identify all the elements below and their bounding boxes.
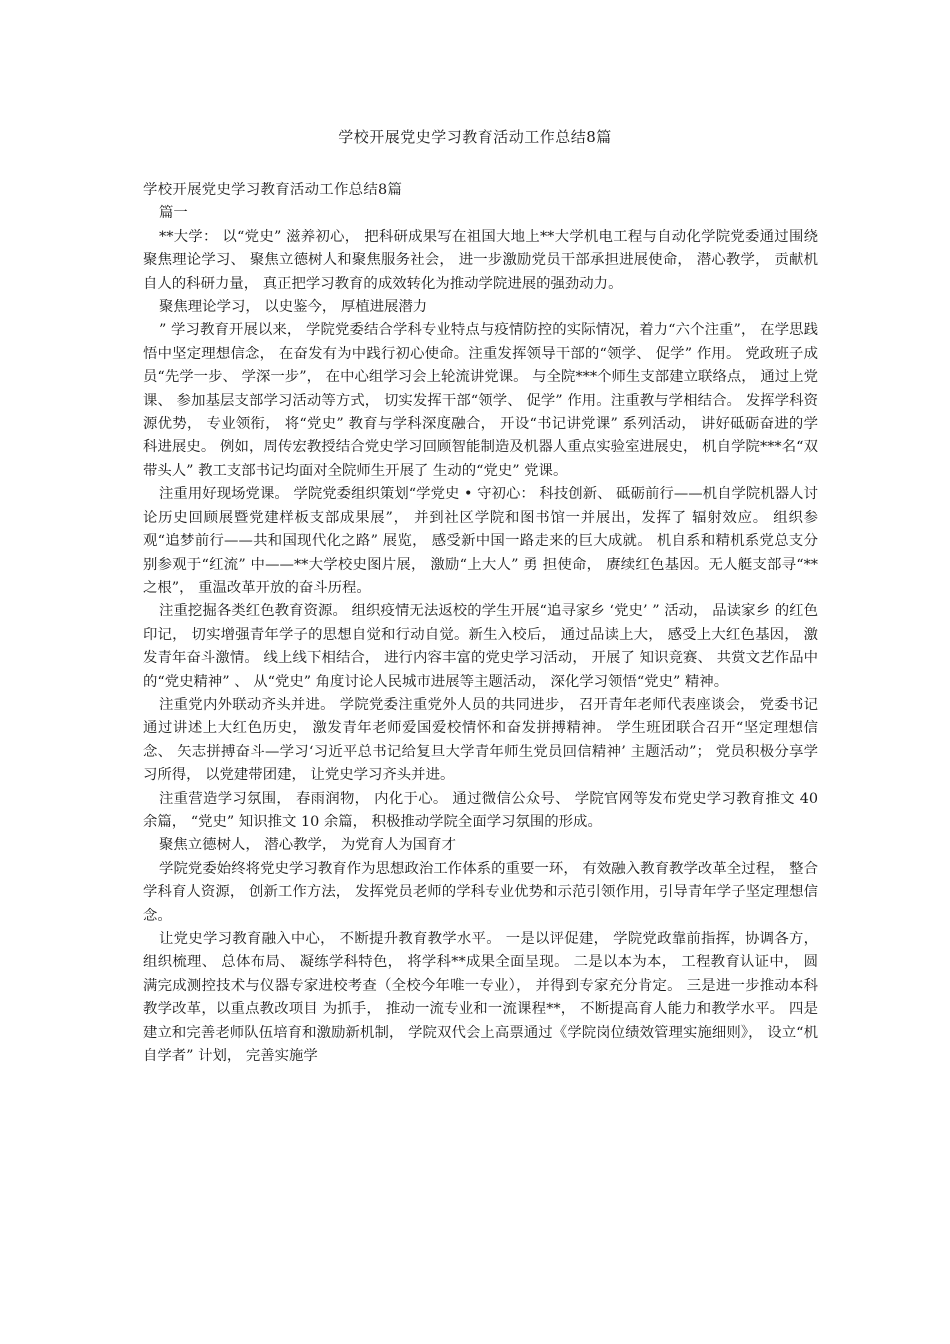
document-title: 学校开展党史学习教育活动工作总结8篇 <box>338 128 612 146</box>
paragraph: 让党史学习教育融入中心， 不断提升教育教学水平。 一是以评促建， 学院党政靠前指挥，协调各方， 组织梳理、 总体布局、 凝练学科特色， 将学科**成果全面呈现。 二是以本为本， 工程教育认证中， 圆满完成测控技术与仪器专家进校考查（全校今年唯一专业）， 并得到专家充分肯定。 三是进一步推动本科教学改革，以重点教改项目 为抓手， 推动一流专业和一流课程**， 不断提高育人能力和教学水平。 四是建立和完善老师队伍培育和激励新机制， 学院双代会上高票通过《学院岗位绩效管理实施细则》， 设立“机自学者” 计划， 完善实施学 <box>143 931 818 1065</box>
paragraph: 注重挖掘各类红色教育资源。 组织疫情无法返校的学生开展“追寻家乡 ‘党史’ ” 活动， 品读家乡 的红色印记， 切实增强青年学子的思想自觉和行动自觉。新生入校后， 通过品读上大， 感受上大红色基因， 激发青年奋斗激情。 线上线下相结合， 进行内容丰富的党史学习活动， 开展了 知识竞赛、 共赏文艺作品中的“党史精神” 、 从“党史” 角度讨论人民城市进展等主题活动， 深化学习领悟“党史” 精神。 <box>143 603 818 690</box>
document-body <box>143 179 818 1068</box>
paragraph: 注重用好现场党课。 学院党委组织策划“学党史 • 守初心： 科技创新、 砥砺前行——机自学院机器人讨论历史回顾展暨党建样板支部成果展”， 并到社区学院和图书馆一并展出，发挥了 辐射效应。 组织参观“追梦前行——共和国现代化之路” 展览， 感受新中国一路走来的巨大成就。 机自系和精机系党总支分别参观于“红流” 中——**大学校史图片展， 激励“上大人” 勇 担使命， 赓续红色基因。无人艇支部寻“**之根”， 重温改革开放的奋斗历程。 <box>143 486 818 596</box>
section-heading: 聚焦立德树人， 潜心教学， 为党育人为国育才 <box>159 837 456 854</box>
paragraph: 注重党内外联动齐头并进。 学院党委注重党外人员的共同进步， 召开青年老师代表座谈会， 党委书记通过讲述上大红色历史， 激发青年老师爱国爱校情怀和奋发拼搏精神。 学生班团联合召开“坚定理想信念、 矢志拼搏奋斗—学习‘习近平总书记给复旦大学青年师生党员回信精神’ 主题活动”； 党员积极分享学习所得， 以党建带团建， 让党史学习齐头并进。 <box>143 696 818 784</box>
paragraph: **大学： 以“党史” 滋养初心， 把科研成果写在祖国大地上**大学机电工程与自动化学院党委通过围绕聚焦理论学习、 聚焦立德树人和聚焦服务社会， 进一步激励党员干部承担进展使命， 潜心教学， 贡献机自人的科研力量， 真正把学习教育的成效转化为推动学院进展的强劲动力。 <box>143 228 818 292</box>
section-label: 篇一 <box>159 205 188 222</box>
section-heading: 聚焦理论学习， 以史鉴今， 厚植进展潜力 <box>159 299 428 316</box>
paragraph: 学院党委始终将党史学习教育作为思想政治工作体系的重要一环， 有效融入教育教学改革全过程， 整合学科育人资源， 创新工作方法， 发挥党员老师的学科专业优势和示范引领作用，引导青年学子坚定理想信念。 <box>143 860 818 924</box>
document-subtitle: 学校开展党史学习教育活动工作总结8篇 <box>143 182 403 198</box>
paragraph: ” 学习教育开展以来， 学院党委结合学科专业特点与疫情防控的实际情况，着力“六个注重”， 在学思践悟中坚定理想信念， 在奋发有为中践行初心使命。注重发挥领导干部的“领学、 促学” 作用。 党政班子成员“先学一步、 学深一步”， 在中心组学习会上轮流讲党课。 与全院***个师生支部建立联络点， 通过上党课、 参加基层支部学习活动等方式， 切实发挥干部“领学、 促学” 作用。注重教与学相结合。 发挥学科资源优势， 专业领衔， 将“党史” 教育与学科深度融合， 开设“书记讲党课” 系列活动， 讲好砥砺奋进的学科进展史。 例如，周传宏教授结合党史学习回顾智能制造及机器人重点实验室进展史， 机自学院***名“双带头人” 教工支部书记均面对全院师生开展了 生动的“党史” 党课。 <box>143 322 818 479</box>
paragraph: 注重营造学习氛围， 春雨润物， 内化于心。 通过微信公众号、 学院官网等发布党史学习教育推文 40 余篇， “党史” 知识推文 10 余篇， 积极推动学院全面学习氛围的形成。 <box>143 790 818 830</box>
